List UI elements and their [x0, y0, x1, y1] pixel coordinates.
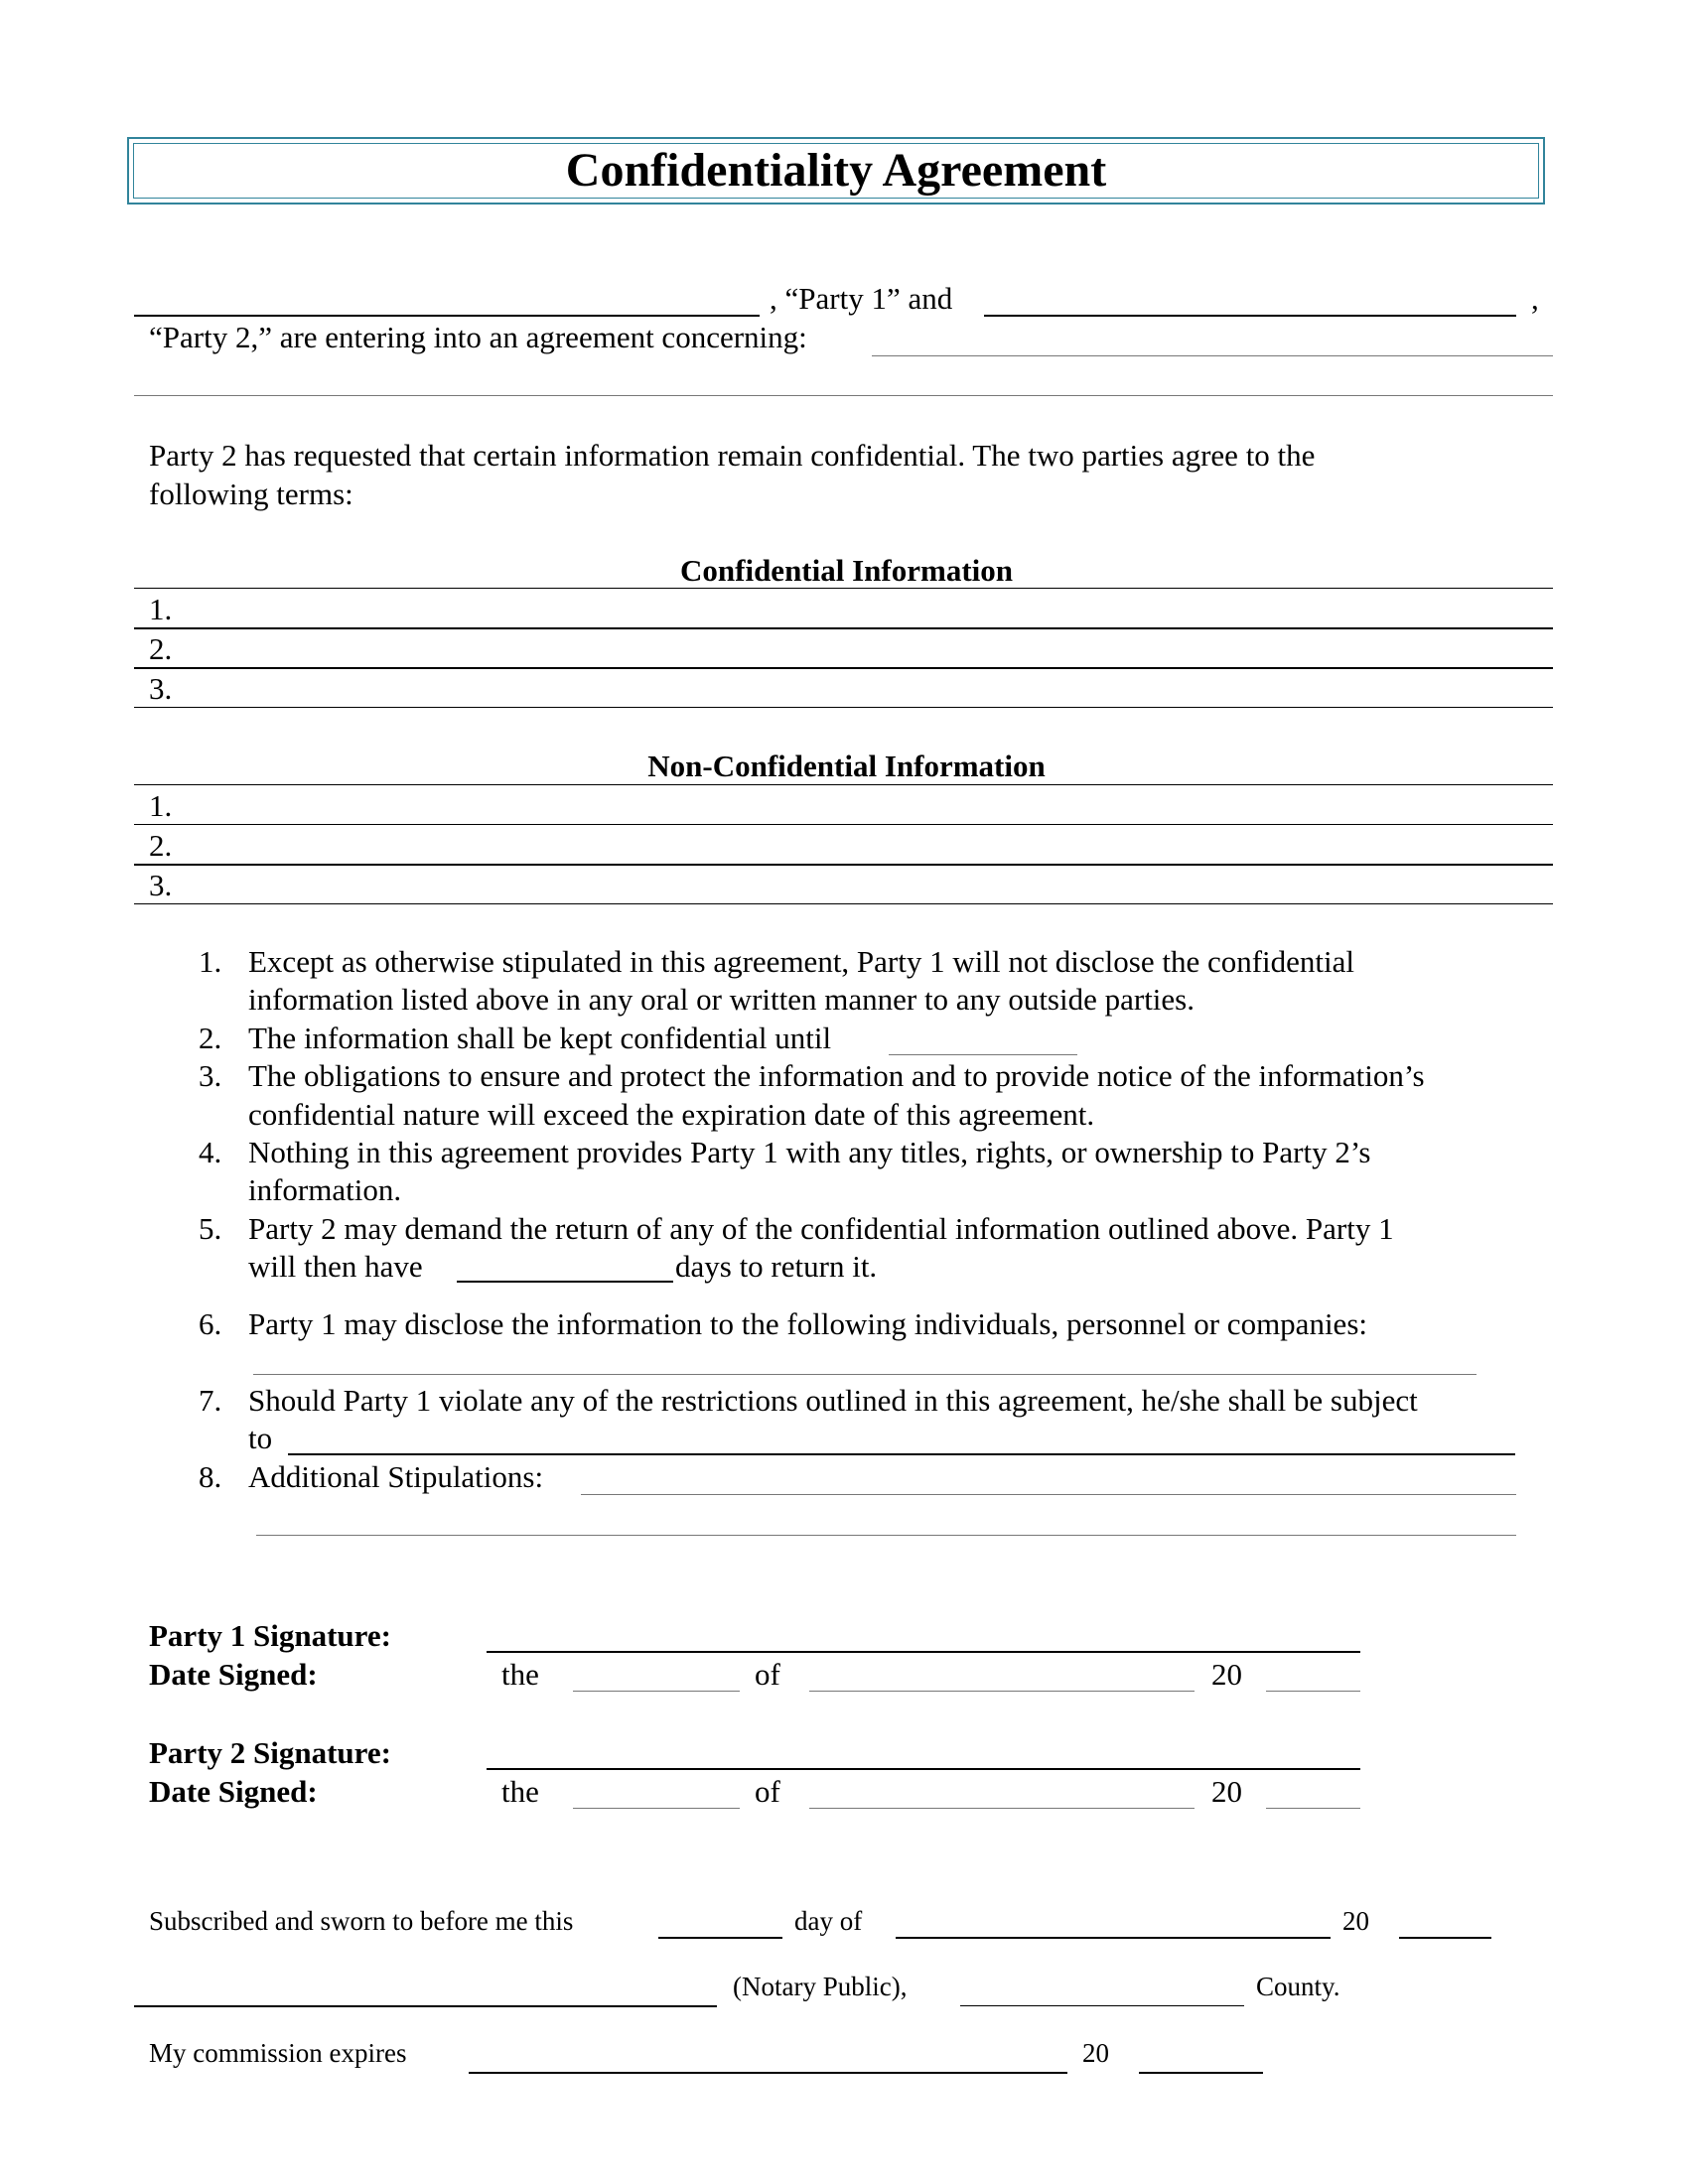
date1-year-prefix: 20: [1211, 1657, 1242, 1692]
date2-label: Date Signed:: [149, 1774, 318, 1809]
term-5-line1: Party 2 may demand the return of any of the confidential information outlined above. Party 1: [248, 1211, 1394, 1246]
term-5-number: 5.: [199, 1211, 222, 1246]
term-5-line2a: will then have: [248, 1249, 423, 1284]
commission-date-field[interactable]: [469, 2072, 1067, 2074]
term-8-number: 8.: [199, 1459, 222, 1494]
non-confidential-item-2-field[interactable]: [134, 864, 1553, 866]
party1-signature-field[interactable]: [487, 1651, 1360, 1653]
term-4-line1: Nothing in this agreement provides Party 1 with any titles, rights, or ownership to Party 2’s: [248, 1135, 1371, 1169]
request-text-line2: following terms:: [149, 477, 353, 511]
term-3-line1: The obligations to ensure and protect the information and to provide notice of the information’s: [248, 1058, 1425, 1093]
document-title: Confidentiality Agreement: [565, 144, 1107, 197]
term-7-number: 7.: [199, 1383, 222, 1418]
party2-signature-field[interactable]: [487, 1768, 1360, 1770]
date2-the: the: [501, 1774, 539, 1809]
commission-year-prefix: 20: [1082, 2038, 1109, 2068]
commission-year-field[interactable]: [1139, 2072, 1263, 2074]
notary-year-prefix: 20: [1342, 1906, 1369, 1936]
county-field[interactable]: [960, 2005, 1244, 2006]
confidential-item-1-field[interactable]: [134, 627, 1553, 629]
notary-day-field[interactable]: [658, 1937, 782, 1939]
confidential-until-field[interactable]: [889, 1054, 1077, 1055]
non-confidential-item-1-field[interactable]: [134, 824, 1553, 825]
date2-month-field[interactable]: [809, 1808, 1195, 1809]
non-confidential-heading: Non-Confidential Information: [647, 749, 1046, 783]
confidential-item-2-field[interactable]: [134, 667, 1553, 669]
term-5-line2b: days to return it.: [675, 1249, 878, 1284]
term-6-number: 6.: [199, 1306, 222, 1341]
term-6-line1: Party 1 may disclose the information to the following individuals, personnel or companies:: [248, 1306, 1367, 1341]
non-confidential-top-rule: [134, 784, 1553, 785]
confidential-item-3-field[interactable]: [134, 707, 1553, 708]
confidential-top-rule: [134, 588, 1553, 589]
non-confidential-item-3-field[interactable]: [134, 903, 1553, 904]
notary-public-text: (Notary Public),: [733, 1972, 908, 2001]
party2-text: “Party 2,” are entering into an agreement concerning:: [149, 320, 807, 354]
term-8-line1: Additional Stipulations:: [248, 1459, 544, 1494]
non-confidential-item-3-number: 3.: [149, 868, 173, 902]
confidential-item-3-number: 3.: [149, 671, 173, 706]
term-7-line2: to: [248, 1421, 273, 1455]
date1-year-field[interactable]: [1266, 1691, 1360, 1692]
intro-comma: ,: [1531, 281, 1539, 316]
additional-stipulations-field-line2[interactable]: [256, 1535, 1516, 1536]
term-2-line1: The information shall be kept confidential until: [248, 1021, 832, 1055]
date1-of: of: [755, 1657, 780, 1692]
term-1-line1: Except as otherwise stipulated in this agreement, Party 1 will not disclose the confidential: [248, 944, 1355, 979]
request-text-line1: Party 2 has requested that certain information remain confidential. The two parties agree to the: [149, 438, 1316, 473]
term-1-line2: information listed above in any oral or written manner to any outside parties.: [248, 982, 1195, 1017]
date2-year-field[interactable]: [1266, 1808, 1360, 1809]
subscribed-text: Subscribed and sworn to before me this: [149, 1906, 574, 1936]
title-box: [127, 137, 1545, 205]
concerning-field-line2[interactable]: [134, 395, 1553, 396]
term-4-line2: information.: [248, 1172, 402, 1207]
county-text: County.: [1256, 1972, 1340, 2001]
date2-day-field[interactable]: [573, 1808, 740, 1809]
confidential-item-2-number: 2.: [149, 631, 173, 666]
party1-name-field[interactable]: [134, 315, 760, 317]
party1-signature-label: Party 1 Signature:: [149, 1618, 391, 1653]
term-3-number: 3.: [199, 1058, 222, 1093]
non-confidential-item-1-number: 1.: [149, 788, 173, 823]
date1-month-field[interactable]: [809, 1691, 1195, 1692]
confidential-item-1-number: 1.: [149, 592, 173, 626]
return-days-field[interactable]: [457, 1281, 673, 1283]
term-7-line1: Should Party 1 violate any of the restrictions outlined in this agreement, he/she shall be subject: [248, 1383, 1418, 1418]
concerning-field[interactable]: [872, 355, 1553, 356]
disclosure-recipients-field[interactable]: [253, 1374, 1477, 1375]
date2-year-prefix: 20: [1211, 1774, 1242, 1809]
term-1-number: 1.: [199, 944, 222, 979]
date1-label: Date Signed:: [149, 1657, 318, 1692]
title-box-inner: [133, 143, 1539, 199]
term-4-number: 4.: [199, 1135, 222, 1169]
confidential-heading: Confidential Information: [680, 553, 1013, 588]
date1-the: the: [501, 1657, 539, 1692]
date1-day-field[interactable]: [573, 1691, 740, 1692]
date2-of: of: [755, 1774, 780, 1809]
notary-month-field[interactable]: [896, 1937, 1331, 1939]
additional-stipulations-field[interactable]: [581, 1494, 1516, 1495]
party1-suffix-text: , “Party 1” and: [770, 281, 953, 316]
violation-consequence-field[interactable]: [288, 1453, 1515, 1455]
term-2-number: 2.: [199, 1021, 222, 1055]
non-confidential-item-2-number: 2.: [149, 828, 173, 863]
term-3-line2: confidential nature will exceed the expiration date of this agreement.: [248, 1097, 1095, 1132]
notary-day-of: day of: [794, 1906, 863, 1936]
party2-signature-label: Party 2 Signature:: [149, 1735, 391, 1770]
notary-public-name-field[interactable]: [134, 2005, 717, 2007]
notary-year-field[interactable]: [1399, 1937, 1491, 1939]
commission-text: My commission expires: [149, 2038, 407, 2068]
party2-name-field[interactable]: [984, 315, 1516, 317]
